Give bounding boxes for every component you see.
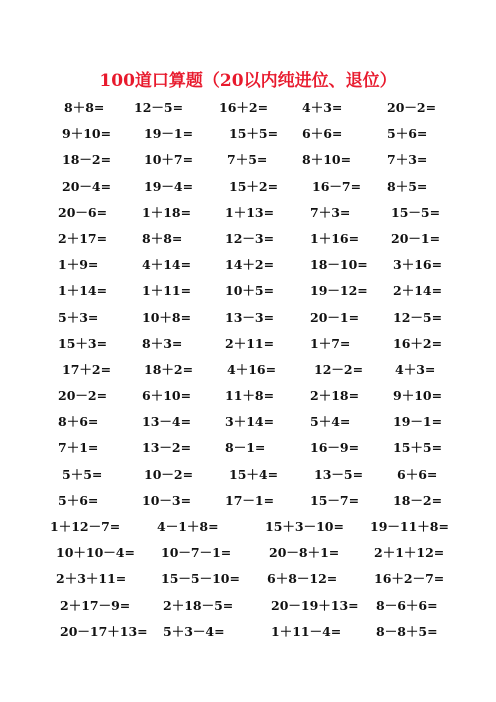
math-problem: 13－2=: [142, 440, 192, 456]
math-problem: 15＋5=: [229, 126, 279, 142]
math-problem: 1＋11－4=: [271, 623, 342, 639]
problem-row: [0, 150, 496, 176]
mixed-problem-row: [0, 622, 496, 648]
math-problem: 4＋16=: [227, 361, 277, 377]
math-problem: 3＋16=: [393, 257, 443, 273]
math-problem: 8＋3=: [142, 335, 183, 351]
math-problem: 9＋10=: [62, 126, 112, 142]
math-problem: 15＋3=: [58, 335, 108, 351]
math-problem: 6＋8－12=: [267, 571, 338, 587]
math-problem: 2＋3＋11=: [56, 571, 127, 587]
math-problem: 8＋10=: [302, 152, 352, 168]
math-problem: 10－3=: [142, 492, 192, 508]
math-problem: 16－9=: [310, 440, 360, 456]
problem-row: [0, 124, 496, 150]
math-problem: 1＋9=: [58, 257, 99, 273]
math-problem: 11＋8=: [225, 388, 275, 404]
math-problem: 16＋2=: [219, 100, 269, 115]
problem-row: [0, 438, 496, 464]
math-problem: 18－10=: [310, 257, 368, 273]
math-problem: 18－2=: [62, 152, 112, 168]
math-problem: 1＋11=: [142, 283, 192, 299]
math-problem: 5＋6=: [58, 492, 99, 508]
mixed-problem-row: [0, 569, 496, 595]
math-problem: 19－1=: [144, 126, 194, 142]
math-problem: 16－7=: [312, 178, 362, 194]
math-problem: 8＋5=: [387, 178, 428, 194]
math-problem: 5＋3=: [58, 309, 99, 325]
math-problem: 2＋18=: [310, 388, 360, 404]
math-problem: 12－5=: [134, 100, 184, 115]
math-problem: 10＋10－4=: [56, 545, 135, 561]
math-problem: 8－1=: [225, 440, 266, 456]
problem-row: [0, 386, 496, 412]
math-problem: 15＋2=: [229, 178, 279, 194]
math-problem: 1＋12－7=: [50, 519, 121, 534]
math-problem: 1＋16=: [310, 230, 360, 246]
math-problem: 16＋2=: [393, 335, 443, 351]
math-problem: 2＋11=: [225, 335, 275, 351]
math-problem: 19－1=: [393, 414, 443, 430]
math-problem: 19－12=: [310, 283, 368, 299]
math-problem: 20－2=: [58, 388, 108, 404]
mixed-problem-row: [0, 543, 496, 569]
math-problem: 13－4=: [142, 414, 192, 430]
math-problem: 19－11＋8=: [370, 519, 449, 534]
mixed-problem-row: [0, 517, 496, 543]
math-problem: 7＋3=: [310, 204, 351, 220]
math-problem: 15－5－10=: [161, 571, 240, 587]
mixed-problem-row: [0, 596, 496, 622]
math-problem: 14＋2=: [225, 257, 275, 273]
math-problem: 20－8＋1=: [269, 545, 340, 561]
math-problem: 20－2=: [387, 100, 437, 115]
math-problem: 8＋8=: [142, 230, 183, 246]
math-problem: 8＋8=: [64, 100, 105, 115]
math-problem: 1＋13=: [225, 204, 275, 220]
problem-row: [0, 98, 496, 124]
math-problem: 15＋4=: [229, 466, 279, 482]
problem-row: [0, 308, 496, 334]
problem-row: [0, 465, 496, 491]
math-problem: 5＋6=: [387, 126, 428, 142]
problem-row: [0, 334, 496, 360]
math-problem: 18＋2=: [144, 361, 194, 377]
problem-row: [0, 412, 496, 438]
math-problem: 2＋14=: [393, 283, 443, 299]
problem-row: [0, 491, 496, 517]
math-problem: 7＋1=: [58, 440, 99, 456]
math-problem: 4＋3=: [395, 361, 436, 377]
math-problem: 1＋7=: [310, 335, 351, 351]
math-problem: 5＋5=: [62, 466, 103, 482]
math-problem: 20－4=: [62, 178, 112, 194]
problem-row: [0, 203, 496, 229]
math-problem: 2＋18－5=: [163, 597, 234, 613]
math-problem: 20－1=: [391, 230, 441, 246]
math-problem: 10－2=: [144, 466, 194, 482]
math-problem: 10＋7=: [144, 152, 194, 168]
math-problem: 1＋18=: [142, 204, 192, 220]
math-problem: 15＋3－10=: [265, 519, 344, 534]
math-problem: 9＋10=: [393, 388, 443, 404]
math-problem: 4＋3=: [302, 100, 343, 115]
problem-row: [0, 177, 496, 203]
math-problem: 7＋5=: [227, 152, 268, 168]
math-problem: 6＋10=: [142, 388, 192, 404]
math-problem: 8－8＋5=: [376, 623, 438, 639]
math-problem: 6＋6=: [397, 466, 438, 482]
math-problem: 5＋4=: [310, 414, 351, 430]
math-problem: 1＋14=: [58, 283, 108, 299]
math-problem: 15＋5=: [393, 440, 443, 456]
math-problem: 6＋6=: [302, 126, 343, 142]
math-problem: 19－4=: [144, 178, 194, 194]
math-problem: 5＋3－4=: [163, 623, 225, 639]
math-problem: 4＋14=: [142, 257, 192, 273]
math-problem: 16＋2－7=: [374, 571, 445, 587]
problem-grid: [0, 98, 496, 648]
math-problem: 20－1=: [310, 309, 360, 325]
math-problem: 7＋3=: [387, 152, 428, 168]
math-problem: 4－1＋8=: [157, 519, 219, 534]
math-problem: 8＋6=: [58, 414, 99, 430]
problem-row: [0, 360, 496, 386]
math-problem: 8－6＋6=: [376, 597, 438, 613]
math-problem: 2＋1＋12=: [374, 545, 445, 561]
math-problem: 15－7=: [310, 492, 360, 508]
problem-row: [0, 281, 496, 307]
math-problem: 12－5=: [393, 309, 443, 325]
math-problem: 2＋17=: [58, 230, 108, 246]
math-problem: 17－1=: [225, 492, 275, 508]
math-problem: 20－6=: [58, 204, 108, 220]
math-problem: 10－7－1=: [161, 545, 232, 561]
problem-row: [0, 255, 496, 281]
math-problem: 10＋5=: [225, 283, 275, 299]
math-problem: 17＋2=: [62, 361, 112, 377]
math-problem: 10＋8=: [142, 309, 192, 325]
math-problem: 20－17＋13=: [60, 623, 148, 639]
math-problem: 20－19＋13=: [271, 597, 359, 613]
math-problem: 15－5=: [391, 204, 441, 220]
math-problem: 13－5=: [314, 466, 364, 482]
math-problem: 18－2=: [393, 492, 443, 508]
math-problem: 12－2=: [314, 361, 364, 377]
math-problem: 13－3=: [225, 309, 275, 325]
math-problem: 2＋17－9=: [60, 597, 131, 613]
math-problem: 12－3=: [225, 230, 275, 246]
page-title: 100道口算题（20以内纯进位、退位）: [99, 71, 397, 91]
math-problem: 3＋14=: [225, 414, 275, 430]
problem-row: [0, 229, 496, 255]
